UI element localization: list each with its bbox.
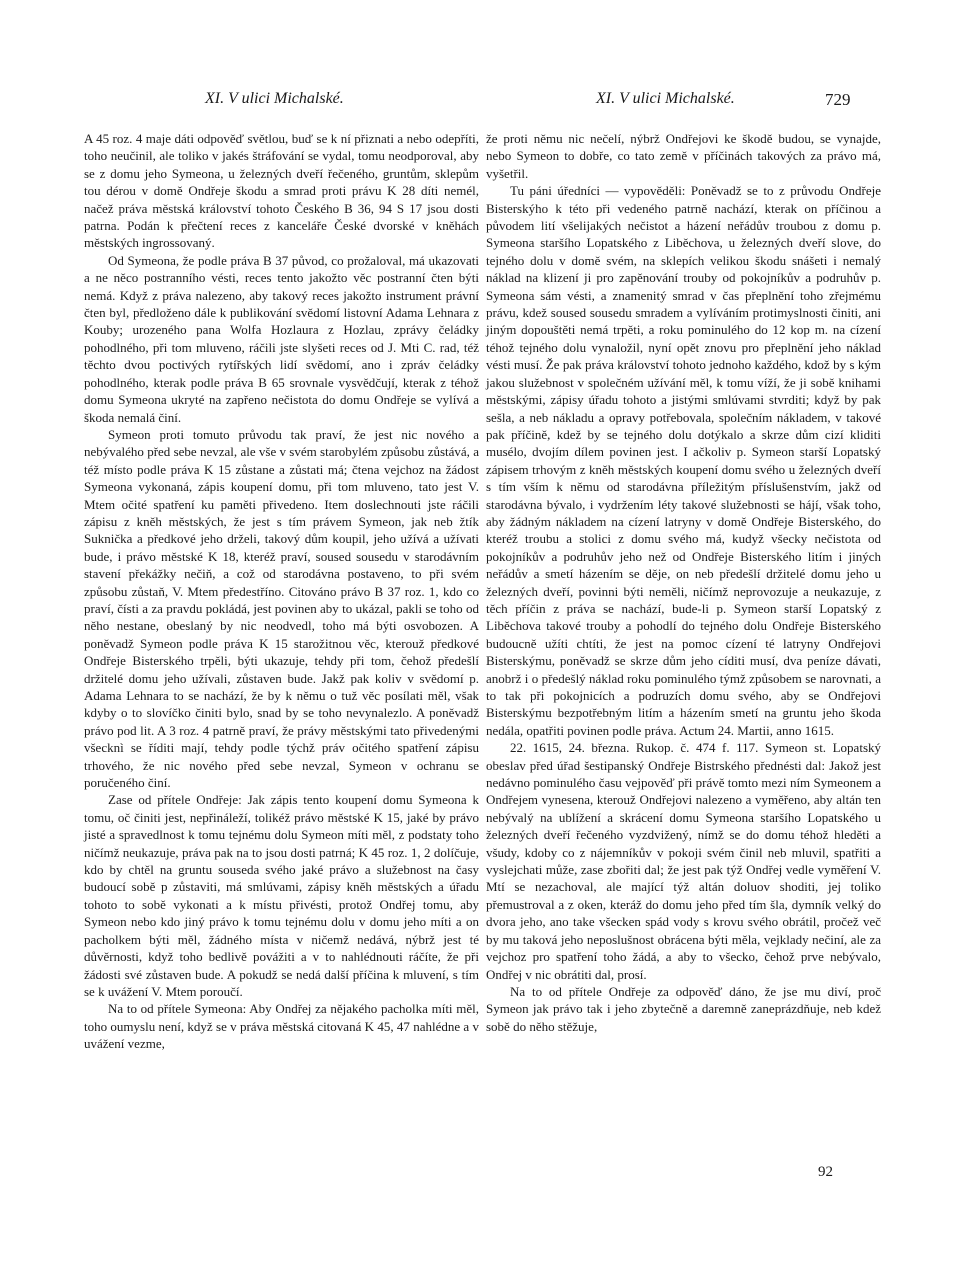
paragraph: Symeon proti tomuto průvodu tak praví, že jest nic nového a nebývalého před sebe nevzal, ale vše v svém starobylém způsobu zůstává, a též místo podle práva K 15 zůstane a zůstati má; čtena vejchoz na žádost Symeona vykonaná, zápis koupení domu, při tom mluveno, tato jest V. Mtem očité spatření ku paměti přivedeno. Item doslechnouti jste ráčili zápisu z kněh městských, že jest s tím právem Symeon, jak neb žtík Suknička a předkové jeho drželi, takový dům koupil, jeho užívá a užívati bude, i právo městské K 18, kteréž praví, soused sousedu v starodávním stavení překážky nečiň, a což od starodávna postaveno, to při svém způsobu zůstaň, V. Mtem předestříno. Citováno právo B 37 roz. 1, kdo co praví, čísti a za pravdu pokládá, jest povinen aby to ukázal, pakli se toho od něho nestane, obeslaný by nic neodvedl, toho má býti osvobozen. A poněvadž Symeon podle práva K 15 starožitnou věc, kterouž předkové Ondřeje Bisterského trpěli, býti ukazuje, tehdy při tom, čehož předešlí držitelé domu jeho užívali, zůstaven bude. Jakž pak koliv v svědomí p. Adama Lehnara to se nachází, že by k němu o tuž věc posílati měl, však kdyby o to slovíčko činiti bylo, snad by se toho nevynalezlo. A poněvadž právo pod lit. A 3 roz. 4 patrně praví, že právy městskými tato přivedenými všecknì se říditi mají, tehdy podle týchž práv očitého spatření zápisu trhového, že nic nového před sebe nevzal, Symeon v ochranu se poručeného činí. [84,426,479,791]
signature-number: 92 [818,1164,833,1180]
running-header-left: XI. V ulici Michalské. [205,90,344,107]
paragraph: že proti němu nic nečelí, nýbrž Ondřejovi ke škodě budou, se vynajde, nebo Symeon to dobře, co tato země v příčinách takových za právo má, vyšetřil. [486,131,881,181]
paragraph: Zase od přítele Ondřeje: Jak zápis tento koupení domu Symeona k tomu, oč činiti jest, nepřináleží, tolikéž právo městské K 15, jaké by právo jisté a spravedlnost k tomu tejnému dolu Symeon míti měl, z podstaty toho ničímž neukazuje, práva pak na to jsou dosti patrná; K 45 roz. 1, 2 dolíčuje, kdo by chtěl na gruntu souseda svého jaké právo a služebnost na časy budoucí sobě p zůstaviti, má smlúvami, zápisy kněh městských a úřadu tohoto to sobě vykonati a k místu přivésti, protož Ondřej tomu, aby Symeon nebo kdo jiný právo k tomu tejnému dolu v domu jeho míti a on pacholkem býti měl, žádného místa v ničemž nedává, nýbrž jest té důvěrnosti, když toho bedlivě povážiti a v to nahlédnouti ráčíte, že při žádosti své zůstaven bude. A pokudž se nedá další příčina k mluvení, s tím se k uvážení V. Mtem poroučí. [84,792,479,999]
paragraph: Od Symeona, že podle práva B 37 původ, co prožaloval, má ukazovati a ne něco postranního vésti, reces tento jakožto věc postranní čten býti nemá. Když z práva nalezeno, aby takový reces jakožto instrument právní čten byl, předloženo dále k publikování svědomí listovní Adama Lehnara z Kouby; urozeného pana Wolfa Hozlaura z Hozlau, zprávy čeládky pohodlného, při tom mluveno, ráčili jste slyšeti reces od J. Mti C. rad, též těchto dvou poctivých rytířských lidí svědomí, ano i zpráv čeládky pohodlného, kterak podle práva B 65 srovnale vysvědčují, kterak z téhož domu Symeona ukryté na zapřeno nečistota do domu Ondřeje se vylívá a škoda nemalá činí. [84,252,479,425]
right-column [486,130,881,1035]
paragraph: A 45 roz. 4 maje dáti odpověď světlou, buď se k ní přiznati a nebo odepříti, toho neučinil, ale toliko v jakés štráfování se vydal, tomu neodporoval, aby se z domu jeho Symeona, u železných dveří řečeného, gruntům, sklepům tou dérou v domě Ondřeje škodu a smrad proti právu K 28 díti nemél, načež práva městská království tohoto Českého B 36, 94 S 17 jsou dosti patrna. Podán k přečtení reces z kanceláře České dvorské v kněhách městských ingrossovaný. [84,131,479,251]
paragraph: Tu páni úředníci — vypověděli: Poněvadž se to z průvodu Ondřeje Bisterskýho k této při vedeného patrně nachází, kterak on příčinou a původem lití všelijakých nečistot a házení neřádův troubou z domu p. Symeona staršího Lopatského z Liběchova, u železných dveří slove, do tejného dolu v domě svém, na sklepích velikou škodu snášeti i nemalý náklad na klizení ji pro zapěnování trouby od pokojníkův a podruhův p. Symeona sám vésti, a znamenitý smrad v čas přeplnění toho zřejmému právu, kdež soused sousedu smradem a vylíváním protimyslnosti činiti, ani jiným dopouštěti nemá trpěti, a roku pominulého do 12 kop m. na cízení téhož tejného dolu vynaložil, nyní opět znovu pro přeplnění jeho náklad vésti musí. Že pak práva království tohoto jednoho každého, kdož by s kým jakou služebnost v společném užívání měl, k tomu víží, že ji sobě knihami městskými, zápisy úřadu tohoto a jistými smlúvami stvrditi; když by pak sešla, a neb nákladu a opravy potřebovala, společním nákladem, v takové pak příčině, kdež by se tejného dolu dotýkalo a skrze dům cizí kliditi musélo, dvojím dílem povinen jest. I ačkoliv p. Symeon starší Lopatský zápisem trhovým z kněh městských koupení domu svého u železných dveří s tím vším k němu od starodávna příležitým příslušenstvím, jakž od starodávna bývalo, i vydržením léty takové služebnosti se hájí, však toho, aby žádným nákladem na cízení latryny v domě Ondřeje Bisterského, do kteréž troubu a stolici z domu svého má, kudyž všecky nečistota od pokojníkův a podruhův jeho než od Ondřeje Bisterského litím i jiných neřádův a smetí házením se děje, on neb předešlí držitelé domu jeho u železných dveří, povinni býti neměli, ničímž neprovozuje a neukazuje, z těch příčin z práva se nachází, bude-li p. Symeon starší Lopatský z Liběchova takové trouby a pohodlí do tejného dolu Ondřeje Bisterského budoucně užíti chtíti, že jest na pomoc cízení té latryny Ondřejovi Bisterskýmu, poněvadž se skrze dům jeho cíditi musí, dva peníze dávati, anobrž i o předešlý náklad roku pominulého týmž způsobem se narovnati, a to tak při pokojnicích a podruzích domu svého, aby se Ondřejovi Bisterskýmu bezpotřebným litím a házením smetí na gruntu jeho škoda nedála, opatřiti povinen podle práva. Actum 24. Martii, anno 1615. [486,183,881,738]
paragraph: Na to od přítele Symeona: Aby Ondřej za nějakého pacholka míti měl, toho oumyslu není, když se v práva městská citovaná K 45, 47 nahlédne a v uvážení vezme, [84,1001,479,1052]
paragraph: Na to od přítele Ondřeje za odpověď dáno, že jse mu diví, proč Symeon jak právo tak i jeho zbytečně a daremně zaneprázdňuje, neb kdež sobě do něho stěžuje, [486,983,881,1034]
left-column [84,130,479,1053]
running-header-right: XI. V ulici Michalské. [596,90,735,107]
paragraph: 22. 1615, 24. března. Rukop. č. 474 f. 117. Symeon st. Lopatský obeslav před úřad šestipanský Ondřeje Bistrského přednésti dal: Jakož jest nedávno pominulého času vejpověď při právě tomto mezi ním Symeonem a Ondřejem vynesena, kterouž Ondřejovi nalezeno a vyměřeno, aby altán ten nebývalý na ublížení a skrácení domu Symeona staršího Lopatského u železných dveří řečeného vyzdvižený, nímž se do domu téhož hleděti a všudy, kdoby co z nájemníkův v pokoji svém činil neb mluvil, spatřiti a vyslejchati může, zase zbořiti dal; že jest pak týž Ondřej vedle vyměření V. Mtí se nezachoval, ale mající týž altán doluov shoditi, jej toliko přemustroval a z oken, kteráž do domu jeho před tím šla, dymník velký do dvora jeho, ano take všecken spád vody s krovu svého obrátil, pročež več by mu taková jeho neposlušnost obrácena býti měla, vejklady nečiní, ale za vejchoz pro spatření toho žádá, a aby to všecko, čehož prve nebývalo, Ondřej v nic obrátiti dal, prosí. [486,740,881,982]
page-number: 729 [825,90,851,109]
